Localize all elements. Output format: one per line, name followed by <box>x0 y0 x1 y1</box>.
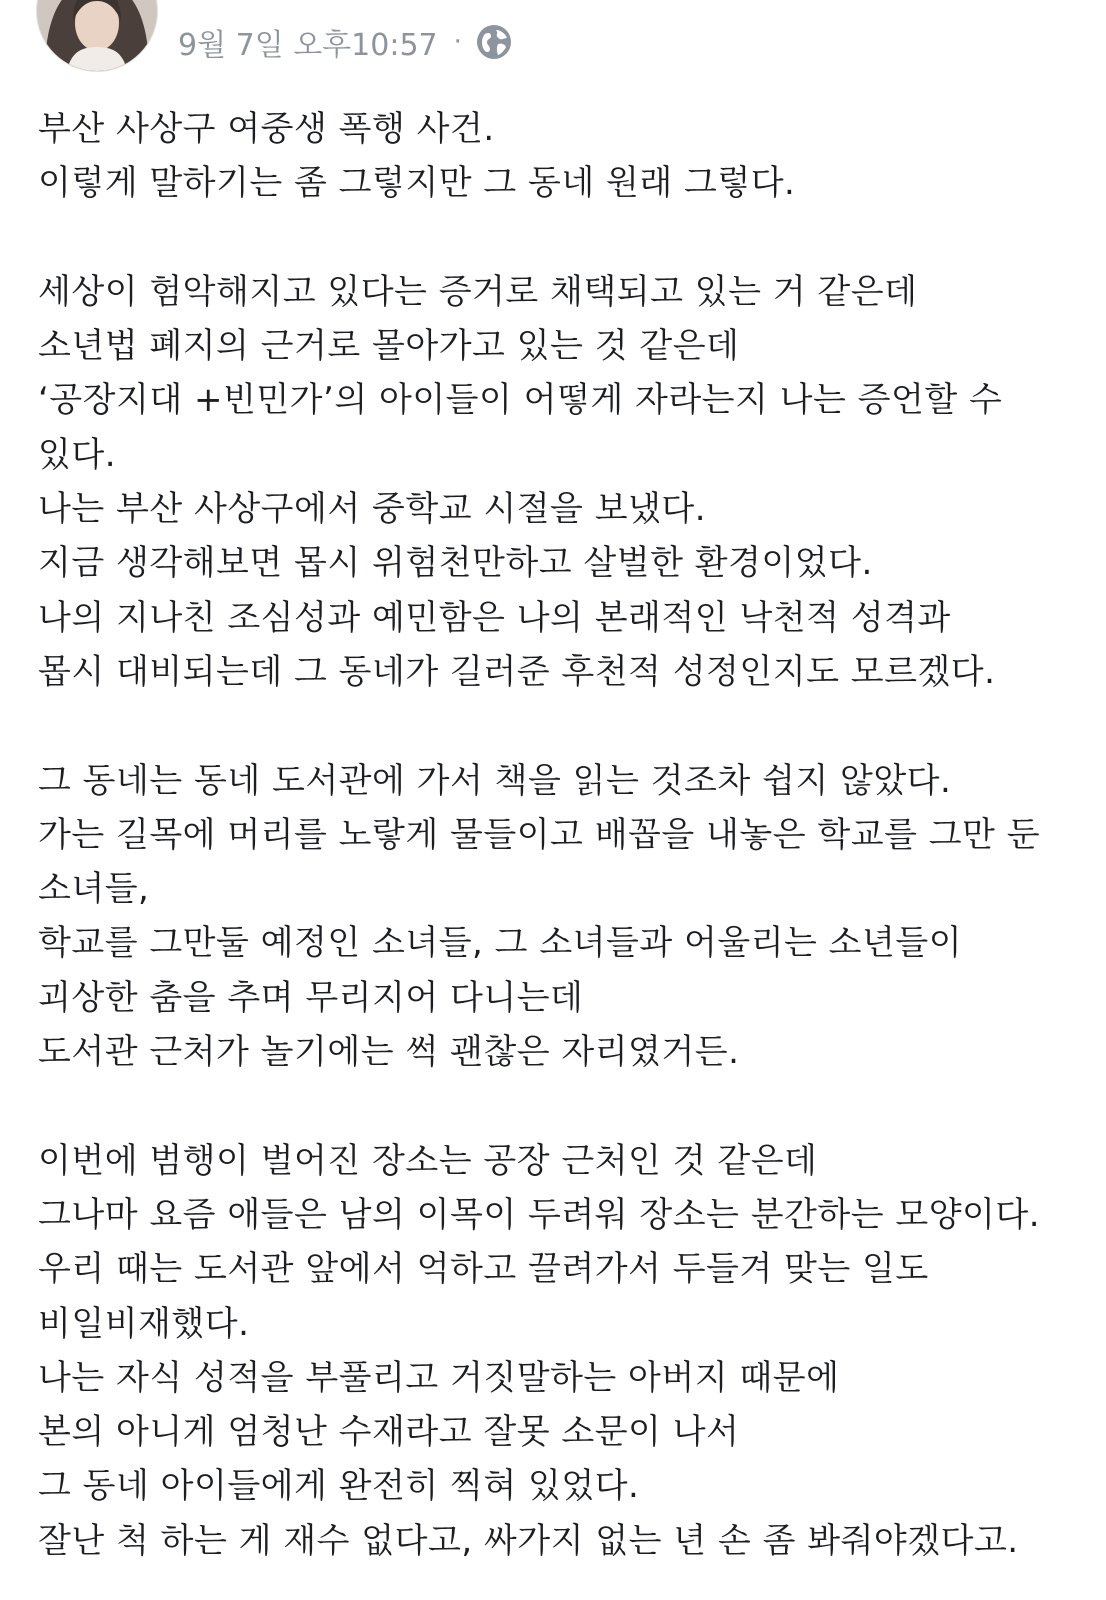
post-text-line: 몹시 대비되는데 그 동네가 길러준 후천적 성정인지도 모르겠다. <box>38 651 996 692</box>
post-text-line: 잘난 척 하는 게 재수 없다고, 싸가지 없는 년 손 좀 봐줘야겠다고. <box>38 1520 1019 1561</box>
post-text-line: 그 동네는 동네 도서관에 가서 책을 읽는 것조차 쉽지 않았다. <box>38 760 952 801</box>
post-text-line: ‘공장지대 +빈민가’의 아이들이 어떻게 자라는지 나는 증언할 수 <box>38 380 1003 421</box>
post-text-line: 소년법 폐지의 근거로 몰아가고 있는 것 같은데 <box>38 326 740 367</box>
post-text-line: 그 동네 아이들에게 완전히 찍혀 있었다. <box>38 1466 640 1507</box>
post-meta <box>178 20 512 64</box>
avatar[interactable] <box>36 0 158 72</box>
post-text-line: 가는 길목에 머리를 노랗게 물들이고 배꼽을 내놓은 학교를 그만 둔 <box>38 814 1041 855</box>
post-text-line: 지금 생각해보면 몹시 위험천만하고 살벌한 환경이었다. <box>38 543 873 584</box>
post-text-line: 우리 때는 도서관 앞에서 억하고 끌려가서 두들겨 맞는 일도 <box>38 1249 929 1290</box>
profile-photo-icon <box>37 0 157 71</box>
post-text-line: 나의 지나친 조심성과 예민함은 나의 본래적인 낙천적 성격과 <box>38 597 951 638</box>
meta-separator: · <box>453 27 462 57</box>
post-text-line: 부산 사상구 여중생 폭행 사건. <box>38 109 495 149</box>
post-text-line: 비일비재했다. <box>38 1303 250 1344</box>
post-text-line: 괴상한 춤을 추며 무리지어 다니는데 <box>38 977 584 1018</box>
post-text-line: 있다. <box>38 434 116 475</box>
post-text-line: 학교를 그만둘 예정인 소녀들, 그 소녀들과 어울리는 소년들이 <box>38 923 963 964</box>
post-text-line: 그나마 요즘 애들은 남의 이목이 두려워 장소는 분간하는 모양이다. <box>38 1194 1041 1235</box>
post-body <box>38 102 1078 1568</box>
post-text-line: 이번에 범행이 벌어진 장소는 공장 근처인 것 같은데 <box>38 1140 818 1181</box>
post-header <box>0 0 1106 90</box>
post-text-line: 나는 자식 성적을 부풀리고 거짓말하는 아버지 때문에 <box>38 1357 840 1398</box>
post-paragraph-break <box>38 1079 1078 1133</box>
post-text-line: 소녀들, <box>38 869 150 910</box>
post-text-line: 나는 부산 사상구에서 중학교 시절을 보냈다. <box>38 489 707 530</box>
post-paragraph-break <box>38 699 1078 753</box>
post-text-line: 세상이 험악해지고 있다는 증거로 채택되고 있는 거 같은데 <box>38 271 918 312</box>
globe-icon[interactable] <box>476 24 512 60</box>
post-text-line: 도서관 근처가 놀기에는 썩 괜찮은 자리였거든. <box>38 1032 740 1073</box>
post-timestamp[interactable]: 9월 7일 오후10:57 <box>178 28 438 63</box>
post-text-line: 본의 아니게 엄청난 수재라고 잘못 소문이 나서 <box>38 1412 740 1453</box>
post-text-line: 이렇게 말하기는 좀 그렇지만 그 동네 원래 그렇다. <box>38 163 796 204</box>
post-paragraph-break <box>38 211 1078 265</box>
